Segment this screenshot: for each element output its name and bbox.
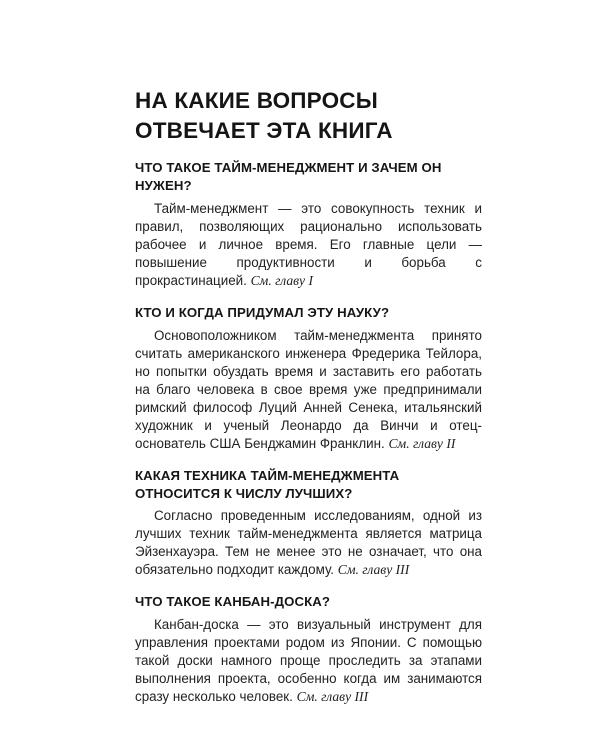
section-heading: ЧТО ТАКОЕ КАНБАН-ДОСКА? (135, 594, 331, 610)
section-heading: КАКАЯ ТЕХНИКА ТАЙМ-МЕНЕДЖМЕНТА ОТНОСИТСЯ К ЧИСЛУ ЛУЧШИХ? (135, 467, 400, 501)
section-body-text: Тайм-менеджмент — это совокупность техник и правил, позволяющих рационально использовать рабочее и личное время. Его главные цели — повышение продуктивности и борьба с прокрастинацией. (135, 201, 482, 288)
page-title-line-1: НА КАКИЕ ВОПРОСЫ (135, 88, 378, 113)
section-heading: КТО И КОГДА ПРИДУМАЛ ЭТУ НАУКУ? (135, 305, 390, 321)
page-title-line-2: ОТВЕЧАЕТ ЭТА КНИГА (135, 117, 393, 143)
section-best-technique (135, 467, 482, 580)
section-what-is-time-management (135, 159, 482, 290)
chapter-reference: См. главу III (296, 689, 369, 705)
section-body-text: Канбан-доска — это визуальный инструмент для управления проектами родом из Японии. С помощью такой доски намного проще проследить за этапами выполнения проекта, особенно когда им занимаются сразу несколько человек. (135, 617, 482, 705)
chapter-reference: См. главу I (250, 272, 314, 288)
chapter-reference: См. главу III (337, 562, 410, 578)
section-body (135, 507, 482, 579)
section-body-text: Основоположником тайм-менеджмента принято считать американского инженера Фредерика Тейлора, но попытки обуздать время и заставить его работать на благо человека в свое время уже предпринимали римский философ Луций Анней Сенека, итальянский художник и ученый Леонардо да Винчи и отец-основатель США Бенджамин Франклин. (135, 327, 482, 451)
section-heading: ЧТО ТАКОЕ ТАЙМ-МЕНЕДЖМЕНТ И ЗАЧЕМ ОН НУЖЕН? (135, 160, 442, 194)
page-title (135, 86, 482, 145)
section-body-text: Согласно проведенным исследованиям, одной из лучших техник тайм-менеджмента является матрица Эйзенхауэра. Тем не менее это не означает, что она обязательно подходит каждому. (135, 508, 482, 578)
page-content (135, 86, 482, 719)
section-kanban-board (135, 593, 482, 706)
chapter-reference: См. главу II (388, 435, 456, 451)
section-body (135, 200, 482, 290)
section-body (135, 327, 482, 453)
section-who-invented (135, 304, 482, 453)
section-body (135, 616, 482, 706)
